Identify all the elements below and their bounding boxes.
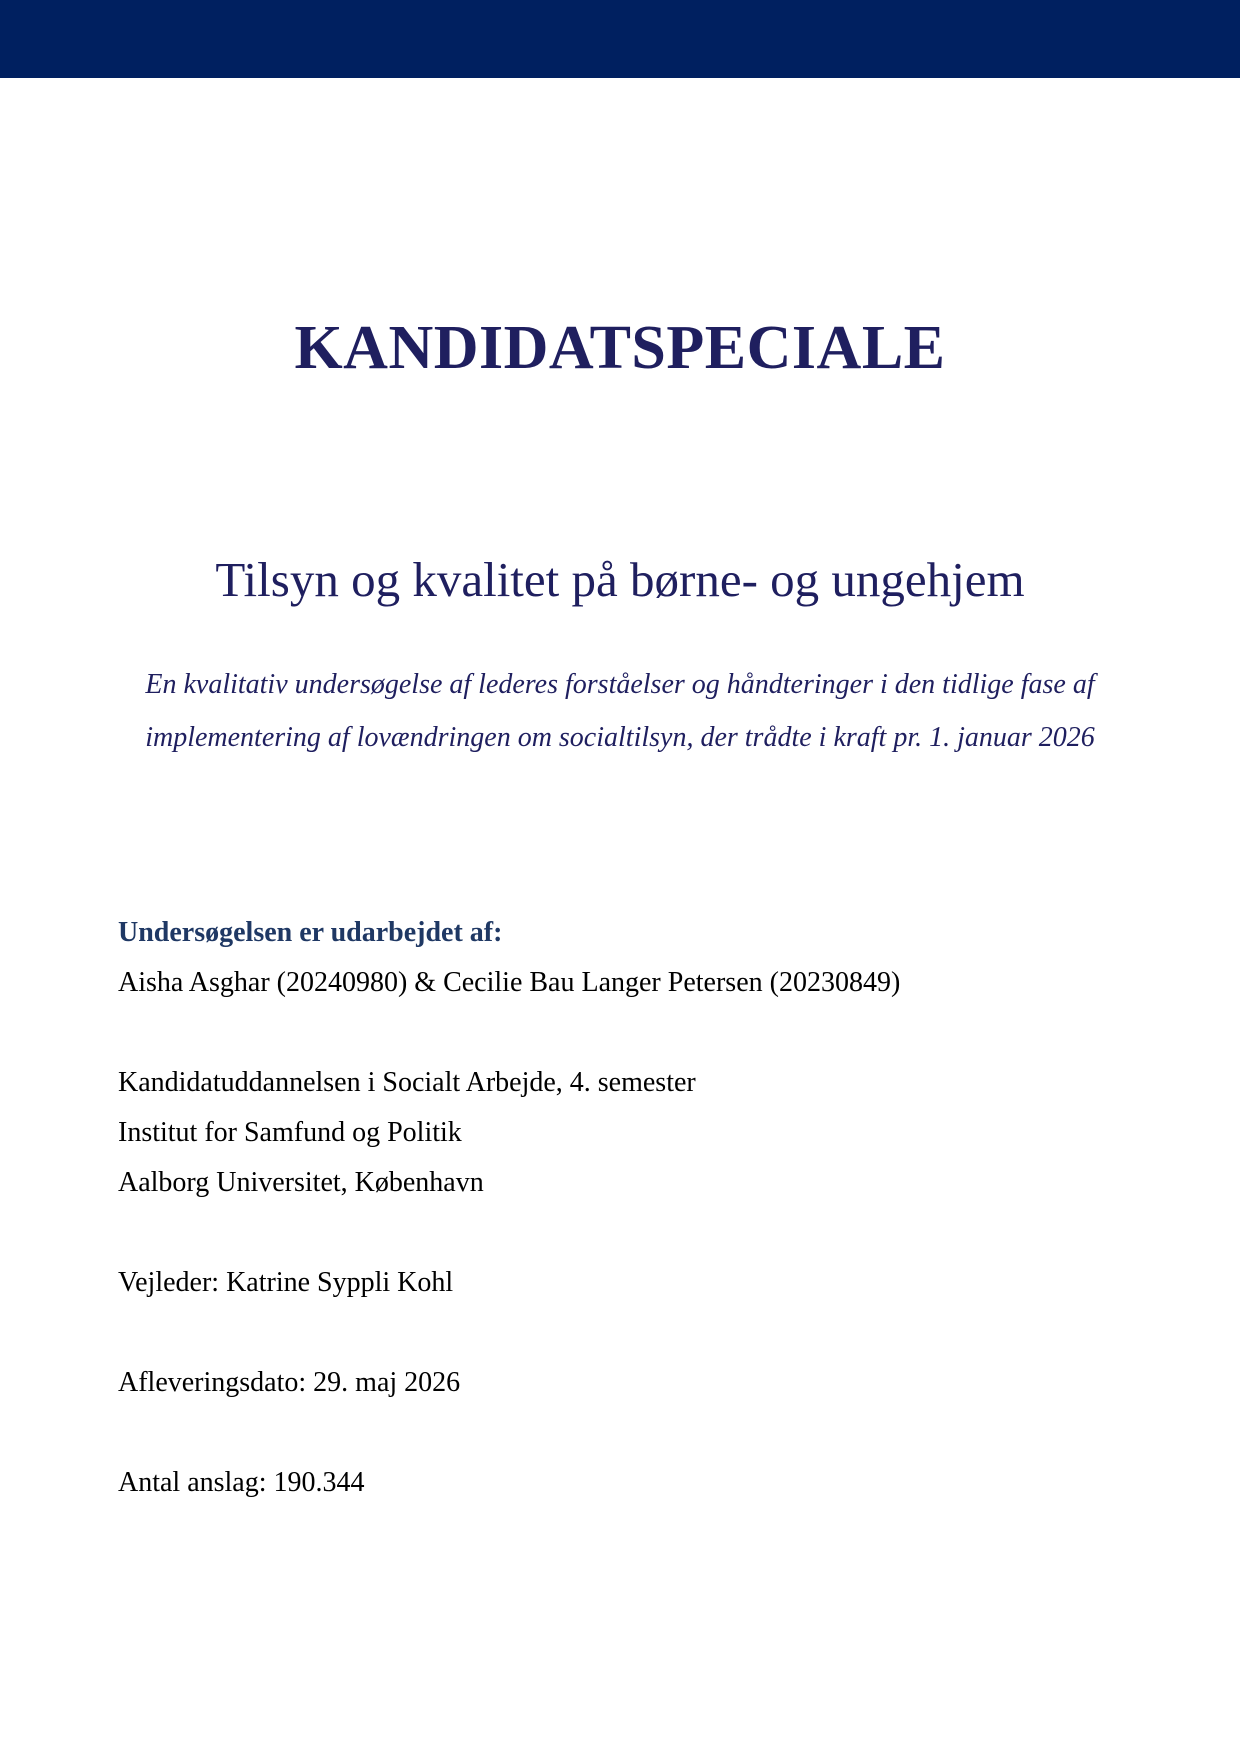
thesis-subheading: En kvalitativ undersøgelse af lederes forståelser og håndteringer i den tidlige fase af implementering af lovændringen om socialtilsyn, der trådte i kraft pr. 1. januar 2026	[145, 669, 1095, 753]
authors-names: Aisha Asghar (20240980) & Cecilie Bau Langer Petersen (20230849)	[118, 967, 901, 998]
authors-heading: Undersøgelsen er udarbejdet af:	[118, 917, 503, 948]
character-count: Antal anslag: 190.344	[118, 1467, 365, 1498]
supervisor: Vejleder: Katrine Syppli Kohl	[118, 1267, 454, 1298]
thesis-subtitle: Tilsyn og kvalitet på børne- og ungehjem	[215, 552, 1025, 607]
delivery-date: Afleveringsdato: 29. maj 2026	[118, 1367, 461, 1398]
header-bar	[0, 0, 1240, 78]
education-institute: Institut for Samfund og Politik	[118, 1117, 462, 1148]
education-program: Kandidatuddannelsen i Socialt Arbejde, 4. semester	[118, 1067, 696, 1098]
page-title: KANDIDATSPECIALE	[294, 314, 946, 382]
education-university: Aalborg Universitet, København	[118, 1167, 484, 1198]
